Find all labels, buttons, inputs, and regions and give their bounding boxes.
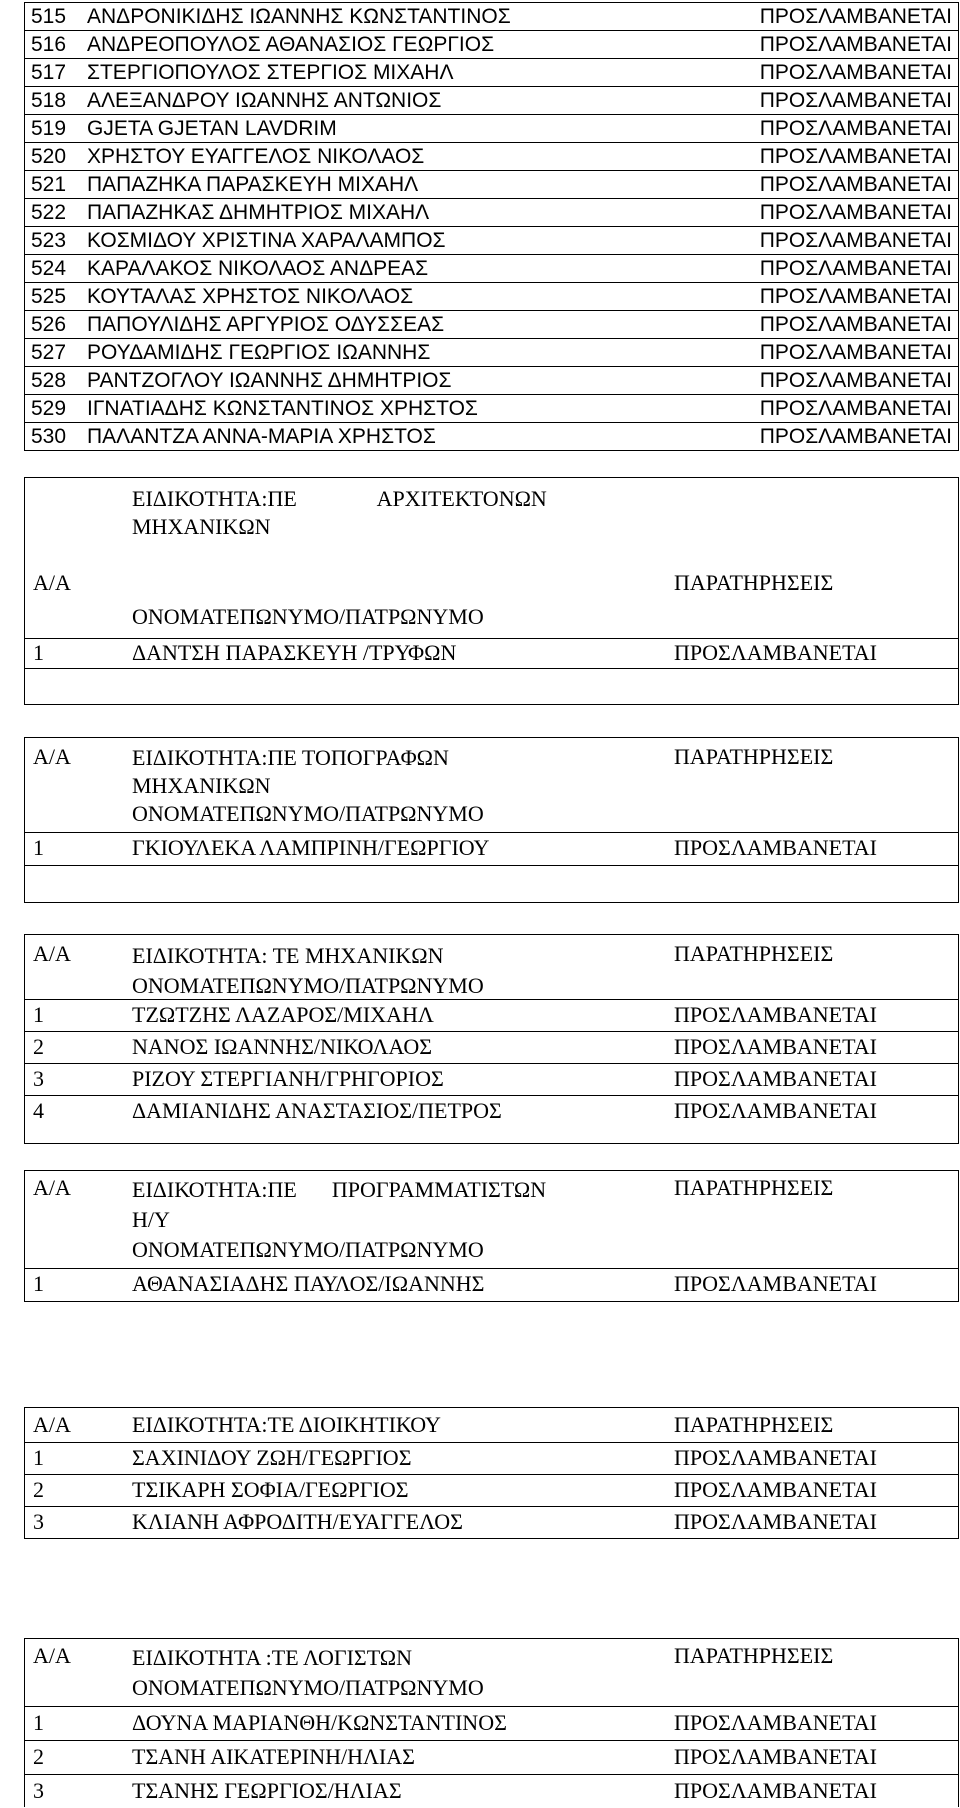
row-status: ΠΡΟΣΛΑΜΒΑΝΕΤΑΙ [706, 31, 959, 59]
surveyors-col-aa: Α/Α [33, 744, 71, 769]
row-name: ΠΑΠΑΖΗΚΑ ΠΑΡΑΣΚΕΥΗ ΜΙΧΑΗΛ [83, 171, 706, 199]
surveyors-row-1-name: ΓΚΙΟΥΛΕΚΑ ΛΑΜΠΡΙΝΗ/ΓΕΩΡΓΙΟΥ [132, 835, 490, 860]
table-row [25, 1000, 958, 1031]
row-status: ΠΡΟΣΛΑΜΒΑΝΕΤΑΙ [706, 171, 959, 199]
administrative-specialty: ΕΙΔΙΚΟΤΗΤΑ:ΤΕ ΔΙΟΙΚΗΤΙΚΟΥ [132, 1412, 441, 1437]
programmers-specialty-b: ΠΡΟΓΡΑΜΜΑΤΙΣΤΩΝ [331, 1177, 547, 1202]
row-name: ΑΛΕΞΑΝΔΡΟΥ ΙΩΑΝΝΗΣ ΑΝΤΩΝΙΟΣ [83, 87, 706, 115]
section-te-engineers [24, 934, 959, 1144]
row-number: 4 [33, 1098, 44, 1123]
row-name: GJETA GJETAN LAVDRIM [83, 115, 706, 143]
programmers-specialty-c: Η/Υ [132, 1207, 170, 1232]
row-status: ΠΡΟΣΛΑΜΒΑΝΕΤΑΙ [674, 1066, 877, 1091]
row-name: ΡΙΖΟΥ ΣΤΕΡΓΙΑΝΗ/ΓΡΗΓΟΡΙΟΣ [132, 1066, 444, 1091]
row-status: ΠΡΟΣΛΑΜΒΑΝΕΤΑΙ [706, 87, 959, 115]
row-number: 519 [25, 115, 84, 143]
table-row [25, 367, 959, 395]
surveyors-row-1-n: 1 [33, 835, 44, 860]
architects-col-remarks: ΠΑΡΑΤΗΡΗΣΕΙΣ [674, 570, 834, 595]
row-status: ΠΡΟΣΛΑΜΒΑΝΕΤΑΙ [706, 143, 959, 171]
row-name: ΤΣΑΝΗΣ ΓΕΩΡΓΙΟΣ/ΗΛΙΑΣ [132, 1778, 402, 1803]
row-number: 517 [25, 59, 84, 87]
row-name: ΚΛΙΑΝΗ ΑΦΡΟΔΙΤΗ/ΕΥΑΓΓΕΛΟΣ [132, 1509, 463, 1534]
row-name: ΚΑΡΑΛΑΚΟΣ ΝΙΚΟΛΑΟΣ ΑΝΔΡΕΑΣ [83, 255, 706, 283]
programmers-col-remarks: ΠΑΡΑΤΗΡΗΣΕΙΣ [674, 1175, 834, 1200]
row-status: ΠΡΟΣΛΑΜΒΑΝΕΤΑΙ [706, 311, 959, 339]
row-number: 518 [25, 87, 84, 115]
architects-specialty-b: ΑΡΧΙΤΕΚΤΟΝΩΝ [376, 486, 547, 511]
row-name: ΑΝΔΡΟΝΙΚΙΔΗΣ ΙΩΑΝΝΗΣ ΚΩΝΣΤΑΝΤΙΝΟΣ [83, 3, 706, 31]
row-number: 2 [33, 1744, 44, 1769]
table-row [25, 1096, 958, 1127]
row-name: ΔΟΥΝΑ ΜΑΡΙΑΝΘΗ/ΚΩΝΣΤΑΝΤΙΝΟΣ [132, 1710, 507, 1735]
administrative-header [25, 1410, 958, 1440]
section-programmers [24, 1170, 959, 1302]
row-name: ΙΓΝΑΤΙΑΔΗΣ ΚΩΝΣΤΑΝΤΙΝΟΣ ΧΡΗΣΤΟΣ [83, 395, 706, 423]
row-number: 525 [25, 283, 84, 311]
row-name: ΡΟΥΔΑΜΙΔΗΣ ΓΕΩΡΓΙΟΣ ΙΩΑΝΝΗΣ [83, 339, 706, 367]
table-row [25, 1507, 958, 1538]
row-name: ΔΑΜΙΑΝΙΔΗΣ ΑΝΑΣΤΑΣΙΟΣ/ΠΕΤΡΟΣ [132, 1098, 502, 1123]
architects-row-1-status: ΠΡΟΣΛΑΜΒΑΝΕΤΑΙ [674, 640, 877, 665]
row-number: 529 [25, 395, 84, 423]
row-status: ΠΡΟΣΛΑΜΒΑΝΕΤΑΙ [674, 1002, 877, 1027]
administrative-col-remarks: ΠΑΡΑΤΗΡΗΣΕΙΣ [674, 1412, 834, 1437]
table-row [25, 1775, 958, 1808]
programmers-col-name: ΟΝΟΜΑΤΕΠΩΝΥΜΟ/ΠΑΤΡΩΝΥΜΟ [132, 1237, 484, 1262]
surveyors-specialty-line2: ΜΗΧΑΝΙΚΩΝ [132, 773, 271, 798]
row-number: 520 [25, 143, 84, 171]
row-number: 1 [33, 1445, 44, 1470]
table-row [25, 143, 959, 171]
row-status: ΠΡΟΣΛΑΜΒΑΝΕΤΑΙ [674, 1778, 877, 1803]
table-row [25, 171, 959, 199]
surveyors-row-1-status: ΠΡΟΣΛΑΜΒΑΝΕΤΑΙ [674, 835, 877, 860]
table-row [25, 311, 959, 339]
programmers-row-1-status: ΠΡΟΣΛΑΜΒΑΝΕΤΑΙ [674, 1271, 877, 1296]
row-status: ΠΡΟΣΛΑΜΒΑΝΕΤΑΙ [674, 1445, 877, 1470]
row-status: ΠΡΟΣΛΑΜΒΑΝΕΤΑΙ [674, 1710, 877, 1735]
table-row [25, 1443, 958, 1474]
row-status: ΠΡΟΣΛΑΜΒΑΝΕΤΑΙ [674, 1509, 877, 1534]
top-list-table [24, 2, 959, 451]
row-status: ΠΡΟΣΛΑΜΒΑΝΕΤΑΙ [706, 339, 959, 367]
row-status: ΠΡΟΣΛΑΜΒΑΝΕΤΑΙ [706, 3, 959, 31]
te-engineers-col-name: ΟΝΟΜΑΤΕΠΩΝΥΜΟ/ΠΑΤΡΩΝΥΜΟ [132, 973, 484, 998]
programmers-row-1-name: ΑΘΑΝΑΣΙΑΔΗΣ ΠΑΥΛΟΣ/ΙΩΑΝΝΗΣ [132, 1271, 485, 1296]
row-name: ΡΑΝΤΖΟΓΛΟΥ ΙΩΑΝΝΗΣ ΔΗΜΗΤΡΙΟΣ [83, 367, 706, 395]
section-administrative [24, 1407, 959, 1539]
architects-row-1-n: 1 [33, 640, 44, 665]
row-number: 526 [25, 311, 84, 339]
programmers-row-1-n: 1 [33, 1271, 44, 1296]
section-architects [24, 477, 959, 705]
table-row [25, 283, 959, 311]
row-number: 522 [25, 199, 84, 227]
row-name: ΠΑΠΟΥΛΙΔΗΣ ΑΡΓΥΡΙΟΣ ΟΔΥΣΣΕΑΣ [83, 311, 706, 339]
table-row [25, 59, 959, 87]
architects-col-aa: Α/Α [33, 570, 71, 595]
row-status: ΠΡΟΣΛΑΜΒΑΝΕΤΑΙ [706, 227, 959, 255]
table-row [25, 87, 959, 115]
row-status: ΠΡΟΣΛΑΜΒΑΝΕΤΑΙ [706, 59, 959, 87]
row-name: ΤΣΑΝΗ ΑΙΚΑΤΕΡΙΝΗ/ΗΛΙΑΣ [132, 1744, 415, 1769]
row-name: ΑΝΔΡΕΟΠΟΥΛΟΣ ΑΘΑΝΑΣΙΟΣ ΓΕΩΡΓΙΟΣ [83, 31, 706, 59]
row-number: 523 [25, 227, 84, 255]
te-engineers-col-remarks: ΠΑΡΑΤΗΡΗΣΕΙΣ [674, 941, 834, 966]
row-name: ΤΖΩΤΖΗΣ ΛΑΖΑΡΟΣ/ΜΙΧΑΗΛ [132, 1002, 434, 1027]
table-row [25, 31, 959, 59]
row-status: ΠΡΟΣΛΑΜΒΑΝΕΤΑΙ [706, 423, 959, 451]
table-row [25, 1475, 958, 1506]
row-number: 1 [33, 1002, 44, 1027]
row-status: ΠΡΟΣΛΑΜΒΑΝΕΤΑΙ [706, 283, 959, 311]
row-name: ΣΤΕΡΓΙΟΠΟΥΛΟΣ ΣΤΕΡΓΙΟΣ ΜΙΧΑΗΛ [83, 59, 706, 87]
table-row [25, 1032, 958, 1063]
surveyors-specialty: ΕΙΔΙΚΟΤΗΤΑ:ΠΕ ΤΟΠΟΓΡΑΦΩΝ [132, 745, 449, 770]
row-status: ΠΡΟΣΛΑΜΒΑΝΕΤΑΙ [674, 1098, 877, 1123]
row-number: 2 [33, 1034, 44, 1059]
row-status: ΠΡΟΣΛΑΜΒΑΝΕΤΑΙ [706, 395, 959, 423]
table-row [25, 1707, 958, 1740]
table-row [25, 423, 959, 451]
row-number: 524 [25, 255, 84, 283]
row-name: ΚΟΥΤΑΛΑΣ ΧΡΗΣΤΟΣ ΝΙΚΟΛΑΟΣ [83, 283, 706, 311]
row-name: ΧΡΗΣΤΟΥ ΕΥΑΓΓΕΛΟΣ ΝΙΚΟΛΑΟΣ [83, 143, 706, 171]
table-row [25, 199, 959, 227]
row-name: ΝΑΝΟΣ ΙΩΑΝΝΗΣ/ΝΙΚΟΛΑΟΣ [132, 1034, 433, 1059]
table-row [25, 395, 959, 423]
row-status: ΠΡΟΣΛΑΜΒΑΝΕΤΑΙ [706, 367, 959, 395]
architects-specialty-a: ΕΙΔΙΚΟΤΗΤΑ:ΠΕ [132, 486, 297, 511]
row-number: 1 [33, 1710, 44, 1735]
row-number: 527 [25, 339, 84, 367]
row-number: 3 [33, 1778, 44, 1803]
row-name: ΚΟΣΜΙΔΟΥ ΧΡΙΣΤΙΝΑ ΧΑΡΑΛΑΜΠΟΣ [83, 227, 706, 255]
section-surveyors [24, 737, 959, 903]
surveyors-col-name: ΟΝΟΜΑΤΕΠΩΝΥΜΟ/ΠΑΤΡΩΝΥΜΟ [132, 801, 484, 826]
table-row [25, 339, 959, 367]
programmers-specialty-a: ΕΙΔΙΚΟΤΗΤΑ:ΠΕ [132, 1177, 297, 1202]
table-row [25, 1741, 958, 1774]
accountants-col-remarks: ΠΑΡΑΤΗΡΗΣΕΙΣ [674, 1643, 834, 1668]
table-row [25, 1064, 958, 1095]
row-status: ΠΡΟΣΛΑΜΒΑΝΕΤΑΙ [674, 1744, 877, 1769]
row-name: ΠΑΠΑΖΗΚΑΣ ΔΗΜΗΤΡΙΟΣ ΜΙΧΑΗΛ [83, 199, 706, 227]
architects-specialty-c: ΜΗΧΑΝΙΚΩΝ [132, 514, 271, 539]
section-accountants [24, 1638, 959, 1807]
row-number: 3 [33, 1509, 44, 1534]
table-row [25, 227, 959, 255]
te-engineers-col-aa: Α/Α [33, 941, 71, 966]
row-number: 3 [33, 1066, 44, 1091]
row-number: 2 [33, 1477, 44, 1502]
table-row [25, 255, 959, 283]
te-engineers-specialty: ΕΙΔΙΚΟΤΗΤΑ: ΤΕ ΜΗΧΑΝΙΚΩΝ [132, 943, 444, 968]
row-number: 515 [25, 3, 84, 31]
row-status: ΠΡΟΣΛΑΜΒΑΝΕΤΑΙ [706, 255, 959, 283]
row-status: ΠΡΟΣΛΑΜΒΑΝΕΤΑΙ [674, 1477, 877, 1502]
row-number: 528 [25, 367, 84, 395]
row-number: 516 [25, 31, 84, 59]
row-number: 521 [25, 171, 84, 199]
table-row [25, 3, 959, 31]
surveyors-col-remarks: ΠΑΡΑΤΗΡΗΣΕΙΣ [674, 744, 834, 769]
table-row [25, 115, 959, 143]
accountants-col-aa: Α/Α [33, 1643, 71, 1668]
architects-col-name: ΟΝΟΜΑΤΕΠΩΝΥΜΟ/ΠΑΤΡΩΝΥΜΟ [132, 604, 484, 629]
row-name: ΣΑΧΙΝΙΔΟΥ ΖΩΗ/ΓΕΩΡΓΙΟΣ [132, 1445, 412, 1470]
row-status: ΠΡΟΣΛΑΜΒΑΝΕΤΑΙ [706, 115, 959, 143]
row-status: ΠΡΟΣΛΑΜΒΑΝΕΤΑΙ [706, 199, 959, 227]
programmers-col-aa: Α/Α [33, 1175, 71, 1200]
row-name: ΤΣΙΚΑΡΗ ΣΟΦΙΑ/ΓΕΩΡΓΙΟΣ [132, 1477, 409, 1502]
row-number: 530 [25, 423, 84, 451]
row-name: ΠΑΛΑΝΤΖΑ ΑΝΝΑ-ΜΑΡΙΑ ΧΡΗΣΤΟΣ [83, 423, 706, 451]
architects-row-1-name: ΔΑΝΤΣΗ ΠΑΡΑΣΚΕΥΗ /ΤΡΥΦΩΝ [132, 640, 457, 665]
accountants-col-name: ΟΝΟΜΑΤΕΠΩΝΥΜΟ/ΠΑΤΡΩΝΥΜΟ [132, 1675, 484, 1700]
administrative-col-aa: Α/Α [33, 1412, 71, 1437]
accountants-specialty: ΕΙΔΙΚΟΤΗΤΑ :ΤΕ ΛΟΓΙΣΤΩΝ [132, 1645, 413, 1670]
row-status: ΠΡΟΣΛΑΜΒΑΝΕΤΑΙ [674, 1034, 877, 1059]
